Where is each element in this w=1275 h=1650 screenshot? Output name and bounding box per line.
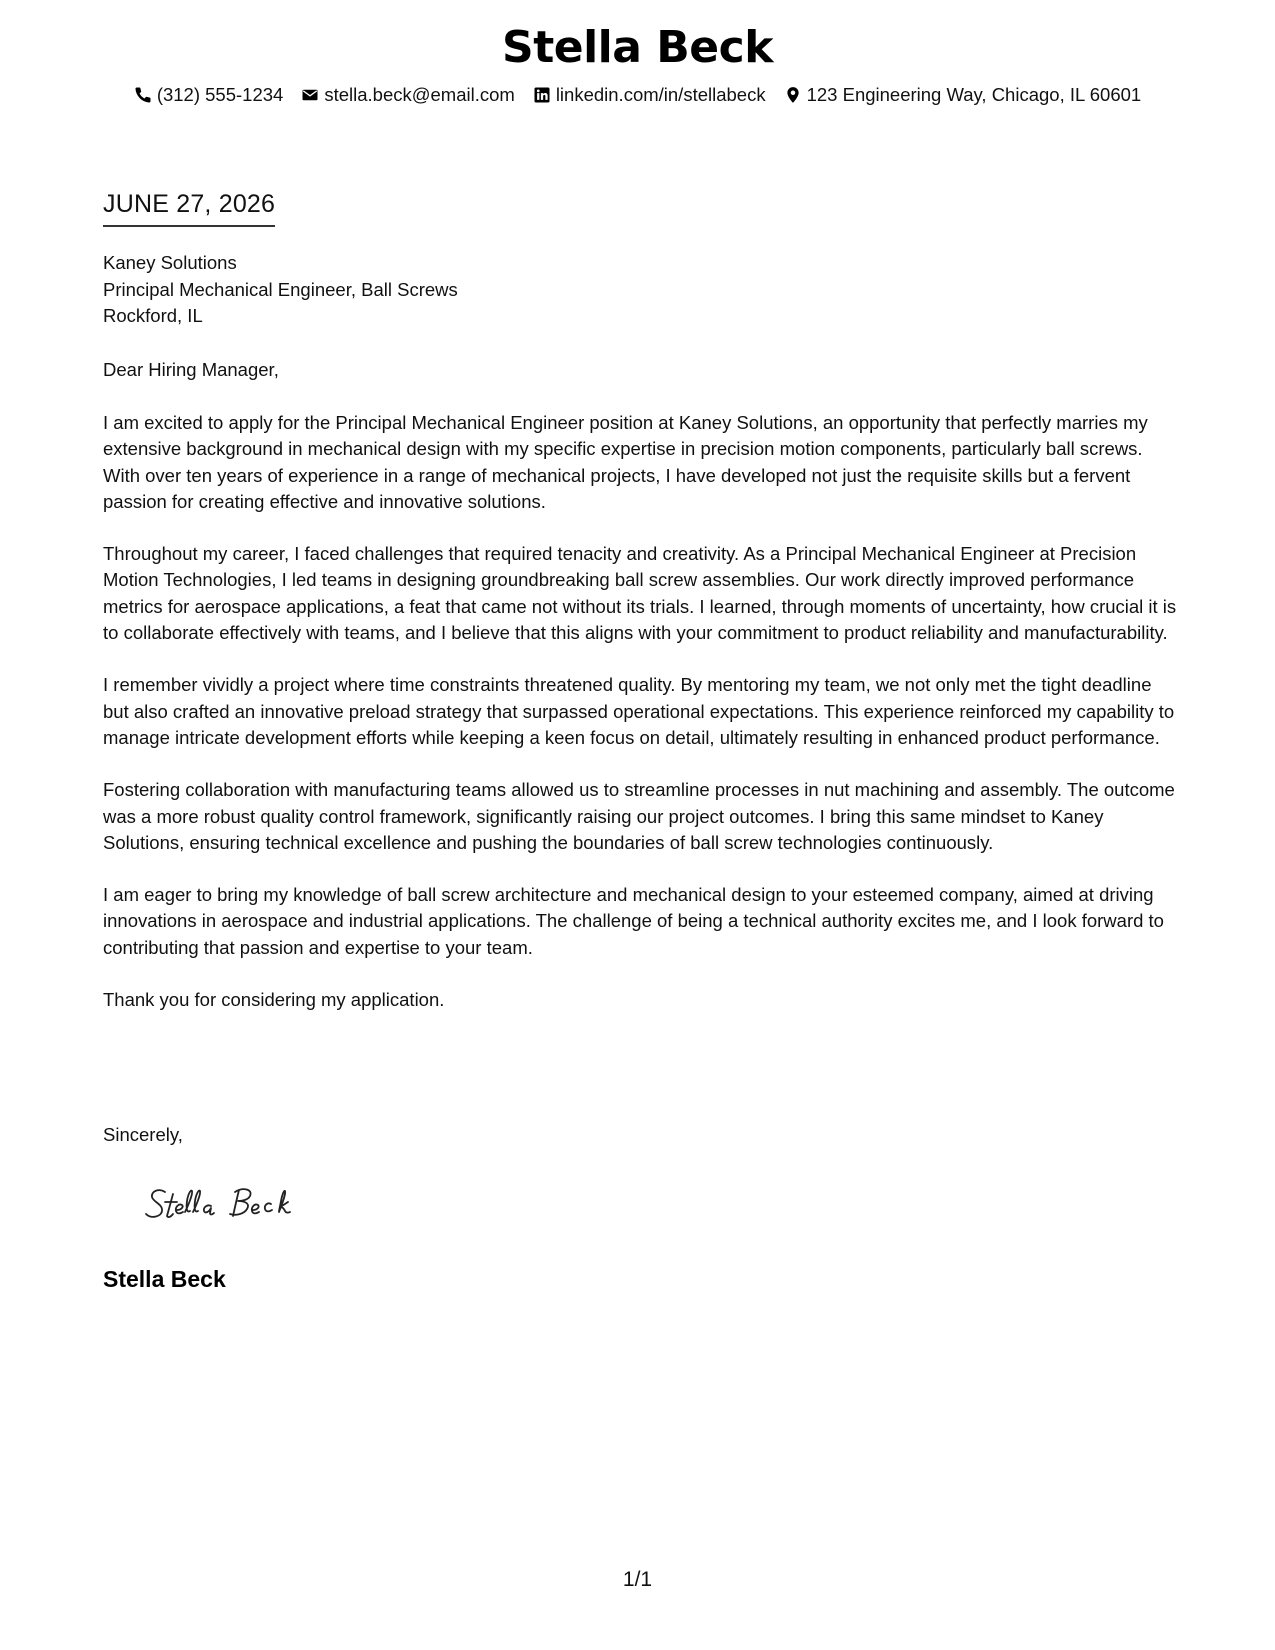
- signature-image: [143, 1180, 323, 1230]
- recipient-company: Kaney Solutions: [103, 252, 237, 273]
- salutation: Dear Hiring Manager,: [103, 359, 279, 380]
- letter-body: [103, 410, 1178, 1039]
- contact-linkedin[interactable]: [533, 84, 766, 106]
- linkedin-icon: [533, 86, 551, 104]
- phone-icon: [134, 86, 152, 104]
- contact-bar: [0, 84, 1275, 106]
- body-paragraph: Throughout my career, I faced challenges that required tenacity and creativity. As a Principal Mechanical Engineer at Precision Motion Technologies, I led teams in designing groundbreaking ball screw assemblies. Our work directly improved performance metrics for aerospace applications, a feat that came not without its trials. I learned, through moments of uncertainty, how crucial it is to collaborate effectively with teams, and I believe that this aligns with your commitment to product reliability and manufacturability.: [103, 543, 1177, 644]
- page-indicator: 1/1: [622, 1568, 653, 1591]
- body-paragraph: Fostering collaboration with manufacturing teams allowed us to streamline processes in nut machining and assembly. The outcome was a more robust quality control framework, significantly raising our project outcomes. I bring this same mindset to Kaney Solutions, ensuring technical excellence and pushing the boundaries of ball screw technologies continuously.: [103, 779, 1175, 853]
- contact-address: [784, 84, 1142, 106]
- date-section: [103, 190, 1178, 227]
- applicant-name: Stella Beck: [502, 22, 773, 73]
- recipient-block: [103, 250, 1178, 330]
- envelope-icon: [301, 86, 319, 104]
- closing: Sincerely,: [103, 1124, 183, 1145]
- letter-date: JUNE 27, 2026: [103, 190, 275, 227]
- email-text: stella.beck@email.com: [324, 84, 515, 105]
- body-paragraph: I am excited to apply for the Principal Mechanical Engineer position at Kaney Solutions, an opportunity that perfectly marries my extensive background in mechanical design with my specific expertise in precision motion components, particularly ball screws. With over ten years of experience in a range of mechanical projects, I have developed not just the requisite skills but a fervent passion for creating effective and innovative solutions.: [103, 412, 1148, 512]
- body-paragraph: I am eager to bring my knowledge of ball screw architecture and mechanical design to your esteemed company, aimed at driving innovations in aerospace and industrial applications. The challenge of being a technical authority excites me, and I look forward to contributing that passion and expertise to your team.: [103, 884, 1164, 958]
- contact-email[interactable]: [301, 84, 514, 106]
- map-marker-icon: [784, 86, 802, 104]
- address-text: 123 Engineering Way, Chicago, IL 60601: [806, 84, 1142, 105]
- body-paragraph: Thank you for considering my application.: [103, 989, 445, 1011]
- recipient-position: Principal Mechanical Engineer, Ball Screws: [103, 278, 458, 300]
- phone-text: (312) 555-1234: [156, 84, 284, 105]
- letter-header: [0, 22, 1275, 106]
- signer-name: Stella Beck: [103, 1266, 226, 1292]
- linkedin-text: linkedin.com/in/stellabeck: [555, 84, 766, 105]
- recipient-location: Rockford, IL: [103, 305, 203, 326]
- body-paragraph: I remember vividly a project where time constraints threatened quality. By mentoring my team, we not only met the tight deadline but also crafted an innovative preload strategy that surpassed operational expectations. This experience reinforced my capability to manage intricate development efforts while keeping a keen focus on detail, ultimately resulting in enhanced product performance.: [103, 674, 1175, 748]
- contact-phone: [134, 84, 284, 106]
